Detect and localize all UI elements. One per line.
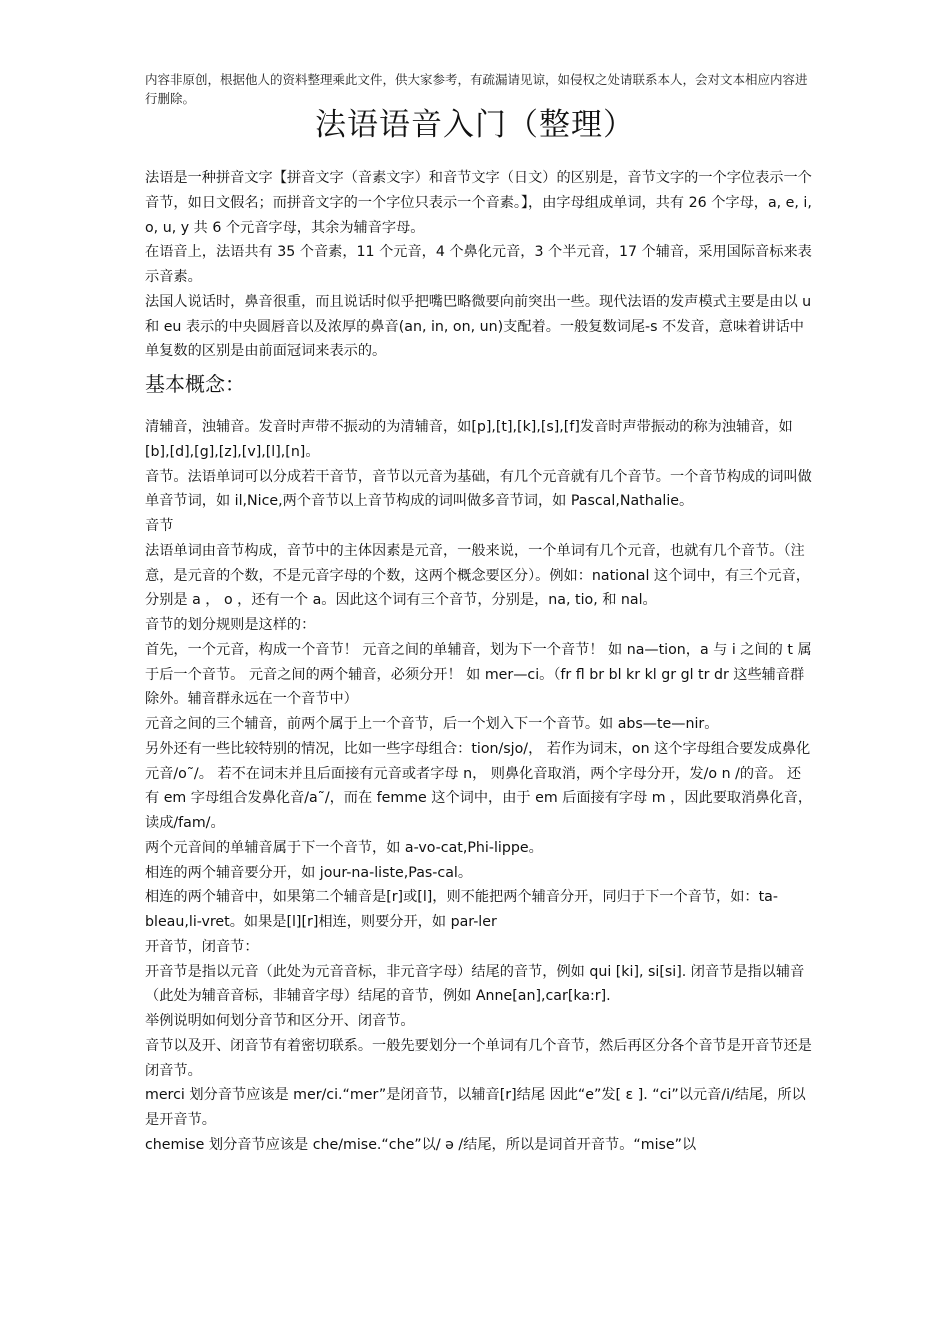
concept-paragraph: 两个元音间的单辅音属于下一个音节，如 a-vo-cat,Phi-lippe。 (145, 839, 543, 856)
concept-paragraph: 音节。法语单词可以分成若干音节，音节以元音为基础，有几个元音就有几个音节。一个音节构成的词叫做单音节词，如 il,Nice,两个音节以上音节构成的词叫做多音节词，如 Pascal,Nathalie。 (145, 468, 812, 510)
concept-paragraph: 音节以及开、闭音节有着密切联系。一般先要划分一个单词有几个音节，然后再区分各个音节是开音节还是闭音节。 (145, 1037, 812, 1079)
intro-paragraph: 法国人说话时，鼻音很重，而且说话时似乎把嘴巴略微要向前突出一些。现代法语的发声模式主要是由以 u 和 eu 表示的中央圆唇音以及浓厚的鼻音(an, in, on, un)支配着。一般复数词尾-s 不发音，意味着讲话中单复数的区别是由前面冠词来表示的。 (145, 293, 812, 360)
concept-paragraph: 首先，一个元音，构成一个音节！ 元音之间的单辅音，划为下一个音节！ 如 na—tion，a 与 i 之间的 t 属于后一个音节。 元音之间的两个辅音，必须分开！ 如 mer—ci。（fr fl br bl kr kl gr gl tr dr 这些辅音群除外。辅音群永远在一个音节中） (145, 641, 812, 708)
disclaimer-text: 内容非原创，根据他人的资料整理乘此文件，供大家参考，有疏漏请见谅，如侵权之处请联系本人，会对文本相应内容进行删除。 (145, 72, 808, 106)
concept-paragraph: 音节的划分规则是这样的： (145, 617, 316, 633)
concept-paragraph: 相连的两个辅音要分开，如 jour-na-liste,Pas-cal。 (145, 864, 473, 881)
document-body (145, 166, 813, 1158)
concept-paragraph: 法语单词由音节构成，音节中的主体因素是元音，一般来说，一个单词有几个元音，也就有几个音节。（注意，是元音的个数，不是元音字母的个数，这两个概念要区分）。例如：national 这个词中，有三个元音，分别是 a ， o ，还有一个 a。因此这个词有三个音节，分别是，na, tio, 和 nal。 (145, 542, 810, 609)
concept-paragraph: 另外还有一些比较特别的情况，比如一些字母组合：tion/sjo/， 若作为词末，on 这个字母组合要发成鼻化元音/o˜/。 若不在词末并且后面接有元音或者字母 n， 则鼻化音取消，两个字母分开，发/o n /的音。 还有 em 字母组合发鼻化音/a˜/，而在 femme 这个词中，由于 em 后面接有字母 m ，因此要取消鼻化音，读成/fam/。 (145, 740, 813, 831)
concept-paragraph: 清辅音，浊辅音。发音时声带不振动的为清辅音，如[p],[t],[k],[s],[f]发音时声带振动的称为浊辅音，如[b],[d],[g],[z],[v],[l],[n]。 (145, 419, 793, 460)
concept-paragraph: 音节 (145, 518, 174, 534)
concept-paragraph: 元音之间的三个辅音，前两个属于上一个音节，后一个划入下一个音节。如 abs—te—nir。 (145, 716, 719, 732)
concept-paragraph: merci 划分音节应该是 mer/ci.“mer”是闭音节，以辅音[r]结尾 因此“e”发[ ε ]. “ci”以元音/i/结尾，所以是开音节。 (145, 1087, 806, 1128)
intro-paragraph: 法语是一种拼音文字【拼音文字（音素文字）和音节文字（日文）的区别是，音节文字的一个字位表示一个音节，如日文假名；而拼音文字的一个字位只表示一个音素。】，由字母组成单词，共有 26 个字母，a, e, i, o, u, y 共 6 个元音字母，其余为辅音字母。 (145, 170, 812, 236)
concept-paragraph: chemise 划分音节应该是 che/mise.“che”以/ ə /结尾，所以是词首开音节。“mise”以 (145, 1136, 697, 1153)
section-heading: 基本概念： (145, 372, 245, 396)
concept-paragraph: 相连的两个辅音中，如果第二个辅音是[r]或[l]，则不能把两个辅音分开，同归于下一个音节，如：ta-bleau,li-vret。如果是[l][r]相连，则要分开，如 par-ler (145, 889, 778, 930)
concept-paragraph: 开音节是指以元音（此处为元音音标，非元音字母）结尾的音节，例如 qui [ki], si[si]. 闭音节是指以辅音（此处为辅音音标，非辅音字母）结尾的音节，例如 Anne[an],car[ka:r]. (145, 963, 805, 1005)
intro-paragraph: 在语音上，法语共有 35 个音素，11 个元音，4 个鼻化元音，3 个半元音，17 个辅音，采用国际音标来表示音素。 (145, 244, 812, 285)
document-title: 法语语音入门（整理） (315, 107, 635, 143)
concept-paragraph: 举例说明如何划分音节和区分开、闭音节。 (145, 1013, 415, 1029)
concept-paragraph: 开音节，闭音节： (145, 938, 259, 955)
